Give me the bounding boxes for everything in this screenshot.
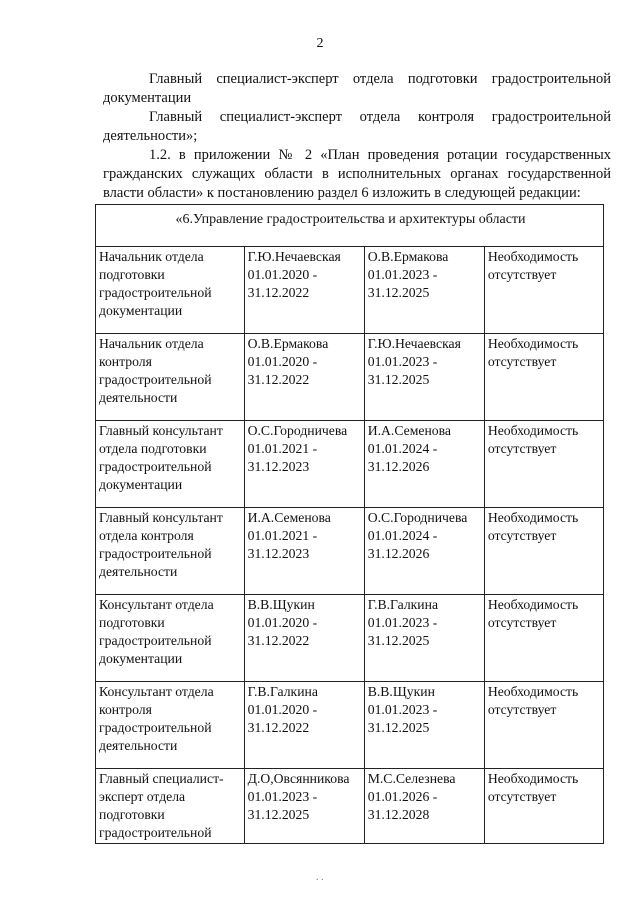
next-employee-cell — [364, 682, 484, 769]
cell-line: Главный консультант — [99, 510, 223, 525]
cell-line: И.А.Семенова — [367, 423, 451, 438]
note-cell — [484, 769, 603, 844]
note-cell — [484, 682, 603, 769]
table-header: «6.Управление градостроительства и архитектуры области — [96, 205, 604, 247]
note-cell — [484, 334, 603, 421]
cell-line: Главный консультант — [99, 423, 223, 438]
cell-line: 31.12.2023 — [247, 459, 310, 474]
scan-mark: . . — [316, 872, 324, 883]
cell-line: документации — [99, 651, 183, 666]
cell-line: 01.01.2020 - — [247, 615, 318, 630]
cell-line: М.С.Селезнева — [367, 771, 456, 786]
current-employee-cell — [244, 334, 364, 421]
cell-line: 31.12.2026 — [367, 546, 430, 561]
cell-line: отдела подготовки — [99, 441, 207, 456]
cell-line: О.В.Ермакова — [247, 336, 329, 351]
cell-line: Начальник отдела — [99, 336, 204, 351]
cell-line: деятельности — [99, 564, 178, 579]
cell-line: градостроительной — [99, 459, 212, 474]
cell-line: 01.01.2023 - — [367, 267, 438, 282]
cell-line: деятельности — [99, 738, 178, 753]
intro-text — [103, 70, 611, 203]
cell-line: Консультант отдела — [99, 597, 214, 612]
current-employee-cell — [244, 682, 364, 769]
cell-line: отсутствует — [487, 528, 557, 543]
cell-line: 01.01.2021 - — [247, 528, 318, 543]
cell-line: Необходимость — [487, 423, 579, 438]
cell-line: отсутствует — [487, 267, 557, 282]
cell-line: Консультант отдела — [99, 684, 214, 699]
cell-line: Необходимость — [487, 771, 579, 786]
cell-line: Д.О,Овсянникова — [247, 771, 350, 786]
cell-line: О.С.Городничева — [367, 510, 468, 525]
intro-paragraph-3: 1.2. в приложении № 2 «План проведения ротации государственных гражданских служащих области в исполнительных органах государственной власти области» к постановлению раздел 6 изложить в следующей редакции: — [103, 147, 611, 201]
table-row — [96, 769, 604, 844]
position-cell — [96, 334, 245, 421]
table-row — [96, 595, 604, 682]
cell-line: градостроительной — [99, 633, 212, 648]
cell-line: отсутствует — [487, 789, 557, 804]
cell-line: 01.01.2020 - — [247, 702, 318, 717]
cell-line: 31.12.2022 — [247, 285, 310, 300]
position-cell — [96, 421, 245, 508]
cell-line: эксперт отдела — [99, 789, 186, 804]
position-cell — [96, 682, 245, 769]
cell-line: 31.12.2028 — [367, 807, 430, 822]
cell-line: Необходимость — [487, 597, 579, 612]
table-row — [96, 421, 604, 508]
position-cell — [96, 769, 245, 844]
cell-line: отсутствует — [487, 441, 557, 456]
current-employee-cell — [244, 247, 364, 334]
cell-line: 31.12.2022 — [247, 372, 310, 387]
cell-line: 01.01.2023 - — [367, 354, 438, 369]
cell-line: В.В.Щукин — [367, 684, 435, 699]
cell-line: Начальник отдела — [99, 249, 204, 264]
cell-line: контроля — [99, 702, 152, 717]
cell-line: Г.В.Галкина — [247, 684, 318, 699]
cell-line: Необходимость — [487, 336, 579, 351]
next-employee-cell — [364, 508, 484, 595]
cell-line: Необходимость — [487, 249, 579, 264]
next-employee-cell — [364, 421, 484, 508]
next-employee-cell — [364, 247, 484, 334]
cell-line: отсутствует — [487, 702, 557, 717]
cell-line: В.В.Щукин — [247, 597, 315, 612]
cell-line: Г.Ю.Нечаевская — [367, 336, 461, 351]
table-row — [96, 508, 604, 595]
cell-line: 31.12.2025 — [367, 372, 430, 387]
cell-line: 01.01.2023 - — [247, 789, 318, 804]
cell-line: градостроительной — [99, 372, 212, 387]
cell-line: О.С.Городничева — [247, 423, 348, 438]
cell-line: 01.01.2023 - — [367, 615, 438, 630]
cell-line: отсутствует — [487, 354, 557, 369]
intro-paragraph-2: Главный специалист-эксперт отдела контроля градостроительной деятельности»; — [103, 109, 611, 144]
current-employee-cell — [244, 421, 364, 508]
cell-line: 01.01.2026 - — [367, 789, 438, 804]
position-cell — [96, 247, 245, 334]
cell-line: 01.01.2024 - — [367, 528, 438, 543]
current-employee-cell — [244, 769, 364, 844]
cell-line: 01.01.2021 - — [247, 441, 318, 456]
cell-line: 31.12.2023 — [247, 546, 310, 561]
table-row — [96, 247, 604, 334]
cell-line: градостроительной — [99, 825, 212, 840]
intro-paragraph-1: Главный специалист-эксперт отдела подготовки градостроительной документации — [103, 71, 611, 106]
cell-line: 01.01.2023 - — [367, 702, 438, 717]
position-cell — [96, 508, 245, 595]
cell-line: 31.12.2025 — [367, 285, 430, 300]
current-employee-cell — [244, 595, 364, 682]
cell-line: подготовки — [99, 615, 165, 630]
note-cell — [484, 421, 603, 508]
cell-line: 31.12.2025 — [367, 720, 430, 735]
table-row — [96, 334, 604, 421]
cell-line: 31.12.2022 — [247, 720, 310, 735]
cell-line: 01.01.2020 - — [247, 267, 318, 282]
cell-line: О.В.Ермакова — [367, 249, 449, 264]
cell-line: документации — [99, 303, 183, 318]
table-row — [96, 682, 604, 769]
next-employee-cell — [364, 334, 484, 421]
cell-line: Г.В.Галкина — [367, 597, 439, 612]
cell-line: градостроительной — [99, 285, 212, 300]
cell-line: Необходимость — [487, 510, 579, 525]
note-cell — [484, 247, 603, 334]
cell-line: отсутствует — [487, 615, 557, 630]
cell-line: контроля — [99, 354, 152, 369]
cell-line: Необходимость — [487, 684, 579, 699]
position-cell — [96, 595, 245, 682]
cell-line: градостроительной — [99, 720, 212, 735]
cell-line: 31.12.2022 — [247, 633, 310, 648]
cell-line: Г.Ю.Нечаевская — [247, 249, 341, 264]
cell-line: 31.12.2026 — [367, 459, 430, 474]
next-employee-cell — [364, 769, 484, 844]
cell-line: отдела контроля — [99, 528, 194, 543]
cell-line: Главный специалист- — [99, 771, 224, 786]
cell-line: 31.12.2025 — [367, 633, 430, 648]
cell-line: И.А.Семенова — [247, 510, 331, 525]
cell-line: 01.01.2024 - — [367, 441, 438, 456]
table-header-row — [96, 205, 604, 247]
cell-line: градостроительной — [99, 546, 212, 561]
cell-line: подготовки — [99, 267, 165, 282]
page-number: 2 — [316, 36, 324, 51]
next-employee-cell — [364, 595, 484, 682]
cell-line: 31.12.2025 — [247, 807, 310, 822]
cell-line: подготовки — [99, 807, 165, 822]
current-employee-cell — [244, 508, 364, 595]
note-cell — [484, 508, 603, 595]
cell-line: деятельности — [99, 390, 178, 405]
cell-line: документации — [99, 477, 183, 492]
cell-line: 01.01.2020 - — [247, 354, 318, 369]
rotation-table — [95, 204, 604, 844]
note-cell — [484, 595, 603, 682]
